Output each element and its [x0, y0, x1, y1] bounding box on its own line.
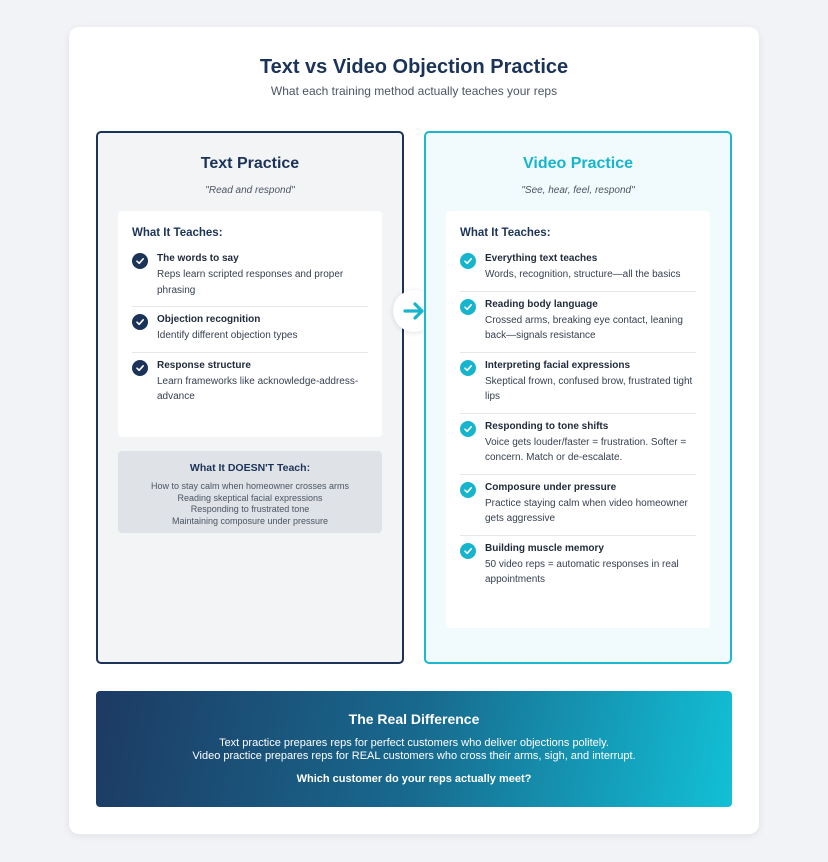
page-subtitle: What each training method actually teaches your reps — [270, 84, 558, 98]
doesnt-teach-item: Maintaining composure under pressure — [171, 515, 329, 526]
item-desc: Practice staying calm when video homeowner gets aggressive — [485, 497, 688, 524]
check-icon — [460, 543, 476, 559]
text-doesnt-teach-panel — [118, 451, 382, 533]
item-title: Responding to tone shifts — [485, 420, 609, 432]
banner-question: Which customer do your reps actually meet? — [296, 773, 532, 785]
check-icon — [460, 482, 476, 498]
check-icon — [132, 360, 148, 376]
list-item — [132, 307, 368, 353]
real-difference-banner — [96, 691, 732, 807]
list-item — [460, 414, 696, 475]
text-practice-tagline: "Read and respond" — [205, 185, 295, 196]
text-practice-column — [96, 131, 404, 664]
check-icon — [460, 253, 476, 269]
doesnt-teach-item: How to stay calm when homeowner crosses arms — [150, 481, 350, 491]
list-item — [132, 253, 368, 307]
video-practice-tagline: "See, hear, feel, respond" — [521, 185, 635, 196]
item-desc: Voice gets louder/faster = frustration. Softer = concern. Match or de-escalate. — [485, 436, 687, 463]
check-icon — [132, 253, 148, 269]
item-desc: Crossed arms, breaking eye contact, leaning back—signals resistance — [485, 314, 683, 341]
list-item — [460, 253, 696, 292]
video-teaches-heading: What It Teaches: — [460, 227, 551, 239]
item-title: Objection recognition — [157, 314, 261, 325]
item-title: Interpreting facial expressions — [485, 359, 631, 371]
text-practice-title: Text Practice — [200, 155, 300, 172]
item-desc: Words, recognition, structure—all the basics — [485, 269, 681, 280]
video-practice-column — [424, 131, 732, 664]
item-desc: Learn frameworks like acknowledge-address-advance — [157, 375, 359, 402]
check-icon — [460, 360, 476, 376]
doesnt-teach-item: Responding to frustrated tone — [190, 504, 310, 514]
item-desc: 50 video reps = automatic responses in real appointments — [485, 558, 679, 585]
check-icon — [460, 299, 476, 315]
item-title: Building muscle memory — [485, 542, 604, 554]
list-item — [460, 536, 696, 596]
banner-title: The Real Difference — [348, 711, 480, 727]
list-item — [460, 475, 696, 536]
text-teaches-heading: What It Teaches: — [132, 227, 223, 239]
item-title: The words to say — [157, 253, 239, 264]
item-title: Response structure — [157, 359, 251, 371]
item-desc: Identify different objection types — [157, 330, 298, 341]
item-title: Reading body language — [485, 298, 598, 310]
list-item — [460, 292, 696, 353]
item-desc: Skeptical frown, confused brow, frustrated tight lips — [485, 375, 693, 402]
video-practice-title: Video Practice — [523, 155, 633, 172]
banner-line: Video practice prepares reps for REAL customers who cross their arms, sigh, and interrupt. — [192, 750, 636, 762]
doesnt-teach-item: Reading skeptical facial expressions — [177, 492, 323, 503]
check-icon — [460, 421, 476, 437]
item-title: Everything text teaches — [485, 253, 598, 264]
comparison-card — [69, 27, 759, 834]
page-title: Text vs Video Objection Practice — [259, 56, 569, 78]
doesnt-teach-heading: What It DOESN'T Teach: — [189, 462, 311, 474]
text-teaches-panel — [118, 211, 382, 437]
item-title: Composure under pressure — [485, 481, 617, 493]
list-item — [132, 353, 368, 413]
video-teaches-panel — [446, 211, 710, 628]
list-item — [460, 353, 696, 414]
item-desc: Reps learn scripted responses and proper phrasing — [157, 269, 344, 296]
check-icon — [132, 314, 148, 330]
banner-line: Text practice prepares reps for perfect customers who deliver objections politely. — [219, 737, 609, 749]
